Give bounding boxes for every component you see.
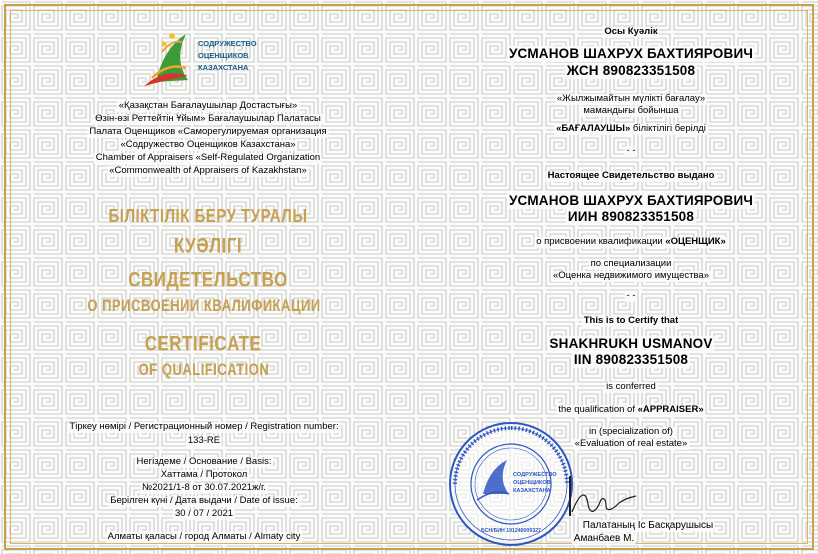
en-specialization-1: in (specialization of) <box>589 426 673 437</box>
en-full-name: SHAKHRUKH USMANOV <box>549 336 713 351</box>
logo-text-3: КАЗАХСТАНА <box>198 63 249 72</box>
title-ru-line-2: О ПРИСВОЕНИИ КВАЛИФИКАЦИИ <box>87 295 321 315</box>
seal-text-2: ОЦЕНЩИКОВ <box>513 480 551 486</box>
title-en-line-1: CERTIFICATE <box>144 331 262 356</box>
basis-protocol: Хаттама / Протокол <box>160 469 248 480</box>
seal-text-1: СОДРУЖЕСТВО <box>513 472 557 478</box>
en-header: This is to Certify that <box>583 315 679 326</box>
en-qualification <box>556 405 705 416</box>
registration-number: 133-RE <box>187 435 221 446</box>
kz-specialization-1: «Жылжымайтын мүлікті бағалау» <box>556 93 706 104</box>
ru-id-number: ИИН 890823351508 <box>567 209 695 224</box>
org-line-3: Палата Оценщиков «Саморегулируемая организация <box>89 126 327 137</box>
org-line-5: Chamber of Appraisers «Self-Regulated Organization <box>95 152 321 163</box>
ru-header: Настоящее Свидетельство выдано <box>547 170 715 181</box>
kz-qualification-bold: «БАҒАЛАУШЫ» <box>556 123 631 134</box>
official-seal <box>447 420 575 548</box>
issue-date-label: Берілген күні / Дата выдачи / Date of issue: <box>110 495 298 506</box>
ru-full-name: УСМАНОВ ШАХРУХ БАХТИЯРОВИЧ <box>508 193 754 208</box>
registration-label: Тіркеу нөмірі / Регистрационный номер / Registration number: <box>69 421 339 432</box>
logo-text-2: ОЦЕНЩИКОВ <box>198 51 249 60</box>
ru-qualification <box>534 237 728 248</box>
ru-qualification-bold: «ОЦЕНЩИК» <box>665 236 726 247</box>
en-specialization-2: «Evaluation of real estate» <box>574 438 688 449</box>
title-kz-line-1: БІЛІКТІЛІК БЕРУ ТУРАЛЫ <box>108 205 308 228</box>
basis-protocol-number: №2021/1-8 от 30.07.2021ж/г. <box>142 482 266 493</box>
seal-text-3: КАЗАХСТАНА <box>513 488 551 494</box>
logo-text-1: СОДРУЖЕСТВО <box>198 39 257 48</box>
kz-qualification <box>554 124 708 135</box>
kz-full-name: УСМАНОВ ШАХРУХ БАХТИЯРОВИЧ <box>508 46 754 61</box>
ru-specialization-1: по специализации <box>590 258 672 269</box>
kz-specialization-2: мамандығы бойынша <box>583 105 679 116</box>
kz-id-number: ЖСН 890823351508 <box>566 63 696 78</box>
kz-header: Осы Куәлік <box>604 26 658 37</box>
signer-title: Палатаның Іс Басқарушысы <box>582 520 714 531</box>
issue-date: 30 / 07 / 2021 <box>174 508 234 519</box>
separator-2: - - <box>626 290 636 301</box>
signer-name: Аманбаев М. <box>573 533 635 544</box>
org-line-6: «Commonwealth of Appraisers of Kazakhstan» <box>109 165 307 176</box>
seal-bin: БСН/БИН 191240009327 <box>481 528 541 534</box>
en-qualification-rest: the qualification of <box>558 404 638 415</box>
basis-label: Негіздеме / Основание / Basis: <box>136 456 272 467</box>
org-line-1: «Қазақстан Бағалаушылар Достастығы» <box>118 100 298 111</box>
title-kz-line-2: КУӘЛІГІ <box>173 233 243 258</box>
en-id-number: IIN 890823351508 <box>573 352 689 367</box>
separator-1: - - <box>626 145 636 156</box>
en-qualification-bold: «APPRAISER» <box>637 404 704 415</box>
en-conferred: is conferred <box>606 381 656 392</box>
title-en-line-2: OF QUALIFICATION <box>138 359 270 379</box>
kz-qualification-rest: біліктілігі берілді <box>630 123 706 134</box>
ru-specialization-2: «Оценка недвижимого имущества» <box>553 270 709 281</box>
title-ru-line-1: СВИДЕТЕЛЬСТВО <box>128 267 288 292</box>
city: Алматы қаласы / город Алматы / Almaty city <box>107 531 301 542</box>
org-line-2: Өзін-өзі Реттейтін Ұйым» Бағалаушылар Палатасы <box>95 113 321 124</box>
org-line-4: «Содружество Оценщиков Казахстана» <box>120 139 296 150</box>
ru-qualification-rest: о присвоении квалификации <box>536 236 666 247</box>
commonwealth-logo <box>138 22 278 92</box>
